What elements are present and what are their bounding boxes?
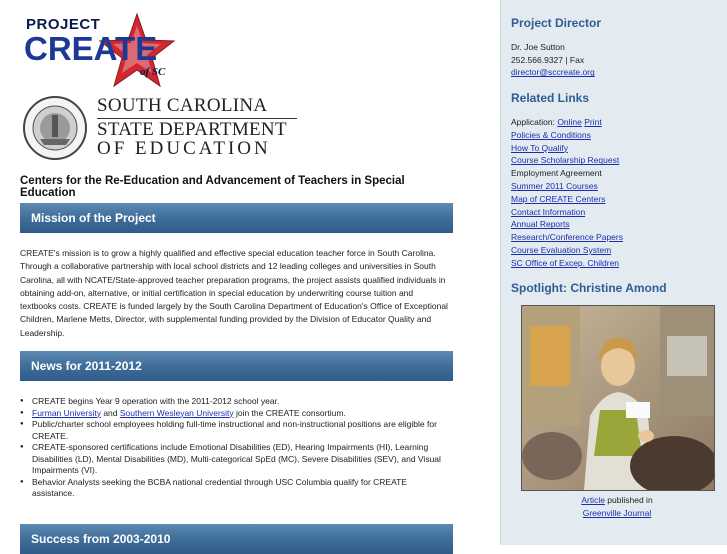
sidebar-link-policies[interactable]: Policies & Conditions xyxy=(511,129,591,140)
mission-heading: Mission of the Project xyxy=(31,211,156,225)
site-tagline: Centers for the Re-Education and Advancement of Teachers in Special Education xyxy=(20,175,405,199)
logo-of-sc-text: of SC xyxy=(140,66,166,78)
news-item: ● Furman University and Southern Wesleyan University join the CREATE consortium. xyxy=(20,408,450,420)
director-name: Dr. Joe Sutton xyxy=(511,42,565,52)
furman-university-link[interactable]: Furman University xyxy=(32,407,101,418)
sidebar-link-course-evaluation[interactable]: Course Evaluation System xyxy=(511,244,612,255)
sc-logo-line2: STATE DEPARTMENT xyxy=(97,118,297,141)
spotlight-heading: Spotlight: Christine Amond xyxy=(511,281,667,295)
state-seal-icon xyxy=(22,95,88,161)
photo-caption: Article published in Greenville Journal xyxy=(581,495,653,518)
sidebar-link-annual-reports[interactable]: Annual Reports xyxy=(511,219,570,230)
success-heading: Success from 2003-2010 xyxy=(31,532,171,546)
application-online-link[interactable]: Online xyxy=(557,117,582,127)
sc-department-logo[interactable] xyxy=(97,95,297,160)
project-create-logo[interactable] xyxy=(22,12,182,84)
related-links-list xyxy=(511,116,623,270)
news-list xyxy=(20,396,450,500)
sc-logo-line3: OF EDUCATION xyxy=(97,138,271,159)
related-links-heading: Related Links xyxy=(511,91,590,105)
sidebar-link-research-papers[interactable]: Research/Conference Papers xyxy=(511,232,623,243)
news-item: ● Public/charter school employees holding full-time instructional and non-instructional positions are eligible for CREATE. xyxy=(20,419,450,442)
sidebar xyxy=(500,0,727,545)
spotlight-photo xyxy=(521,305,715,491)
sidebar-link-sc-office[interactable]: SC Office of Excep. Children xyxy=(511,257,620,268)
application-link-row: Application: Online Print xyxy=(511,117,602,127)
sidebar-link-scholarship-request[interactable]: Course Scholarship Request xyxy=(511,155,620,166)
director-contact xyxy=(511,41,595,79)
application-print-link[interactable]: Print xyxy=(584,117,602,127)
mission-text: CREATE's mission is to grow a highly qualified and effective special education teacher force in South Carolina. Through a collaborative partnership with local school districts and 12 leading colleges and universities in South Carolina, all with NCATE/State-approved teacher preparation programs, the project assists qualified individuals in obtaining add-on, alternative, or initial certification in special education by underwriting course tuition and textbooks costs. CREATE is funded largely by the South Carolina Department of Education's Office of Exceptional Children, Marlene Metts, Director, with supplemental funding provided by the Division of Educator Quality and Leadership. xyxy=(20,248,448,338)
logo-project-text: PROJECT xyxy=(26,16,101,33)
director-phone: 252.566.9327 | Fax xyxy=(511,54,585,65)
logo-create-text: CREATE xyxy=(24,30,158,67)
news-item: ● CREATE begins Year 9 operation with the 2011-2012 school year. xyxy=(20,396,450,408)
article-link[interactable]: Article xyxy=(581,495,605,505)
sc-logo-line1: SOUTH CAROLINA xyxy=(97,95,268,116)
success-section-header xyxy=(20,524,453,554)
greenville-journal-link[interactable]: Greenville Journal xyxy=(582,508,652,518)
mission-section-header xyxy=(20,203,453,233)
southern-wesleyan-link[interactable]: Southern Wesleyan University xyxy=(119,407,234,418)
teacher-photo-image xyxy=(522,306,714,490)
director-email-link[interactable]: director@sccreate.org xyxy=(511,67,595,78)
sidebar-link-contact[interactable]: Contact Information xyxy=(511,206,586,217)
news-section-header xyxy=(20,351,453,381)
news-item: ● CREATE-sponsored certifications include Emotional Disabilities (ED), Hearing Impairments (HI), Learning Disabilities (LD), Mental Disabilities (MD), Multi-categorical SpEd (MC), Severe Disabilities (SEV), and Visual Impairments (VI). xyxy=(20,442,450,477)
sidebar-link-how-to-qualify[interactable]: How To Qualify xyxy=(511,142,569,153)
sidebar-item-employment-agreement: Employment Agreement xyxy=(511,168,602,179)
news-item: ● Behavior Analysts seeking the BCBA national credential through USC Columbia qualify for CREATE assistance. xyxy=(20,477,450,500)
sidebar-link-map-centers[interactable]: Map of CREATE Centers xyxy=(511,193,606,204)
project-director-heading: Project Director xyxy=(511,16,602,30)
sidebar-link-summer-courses[interactable]: Summer 2011 Courses xyxy=(511,180,598,191)
news-heading: News for 2011-2012 xyxy=(31,359,142,373)
